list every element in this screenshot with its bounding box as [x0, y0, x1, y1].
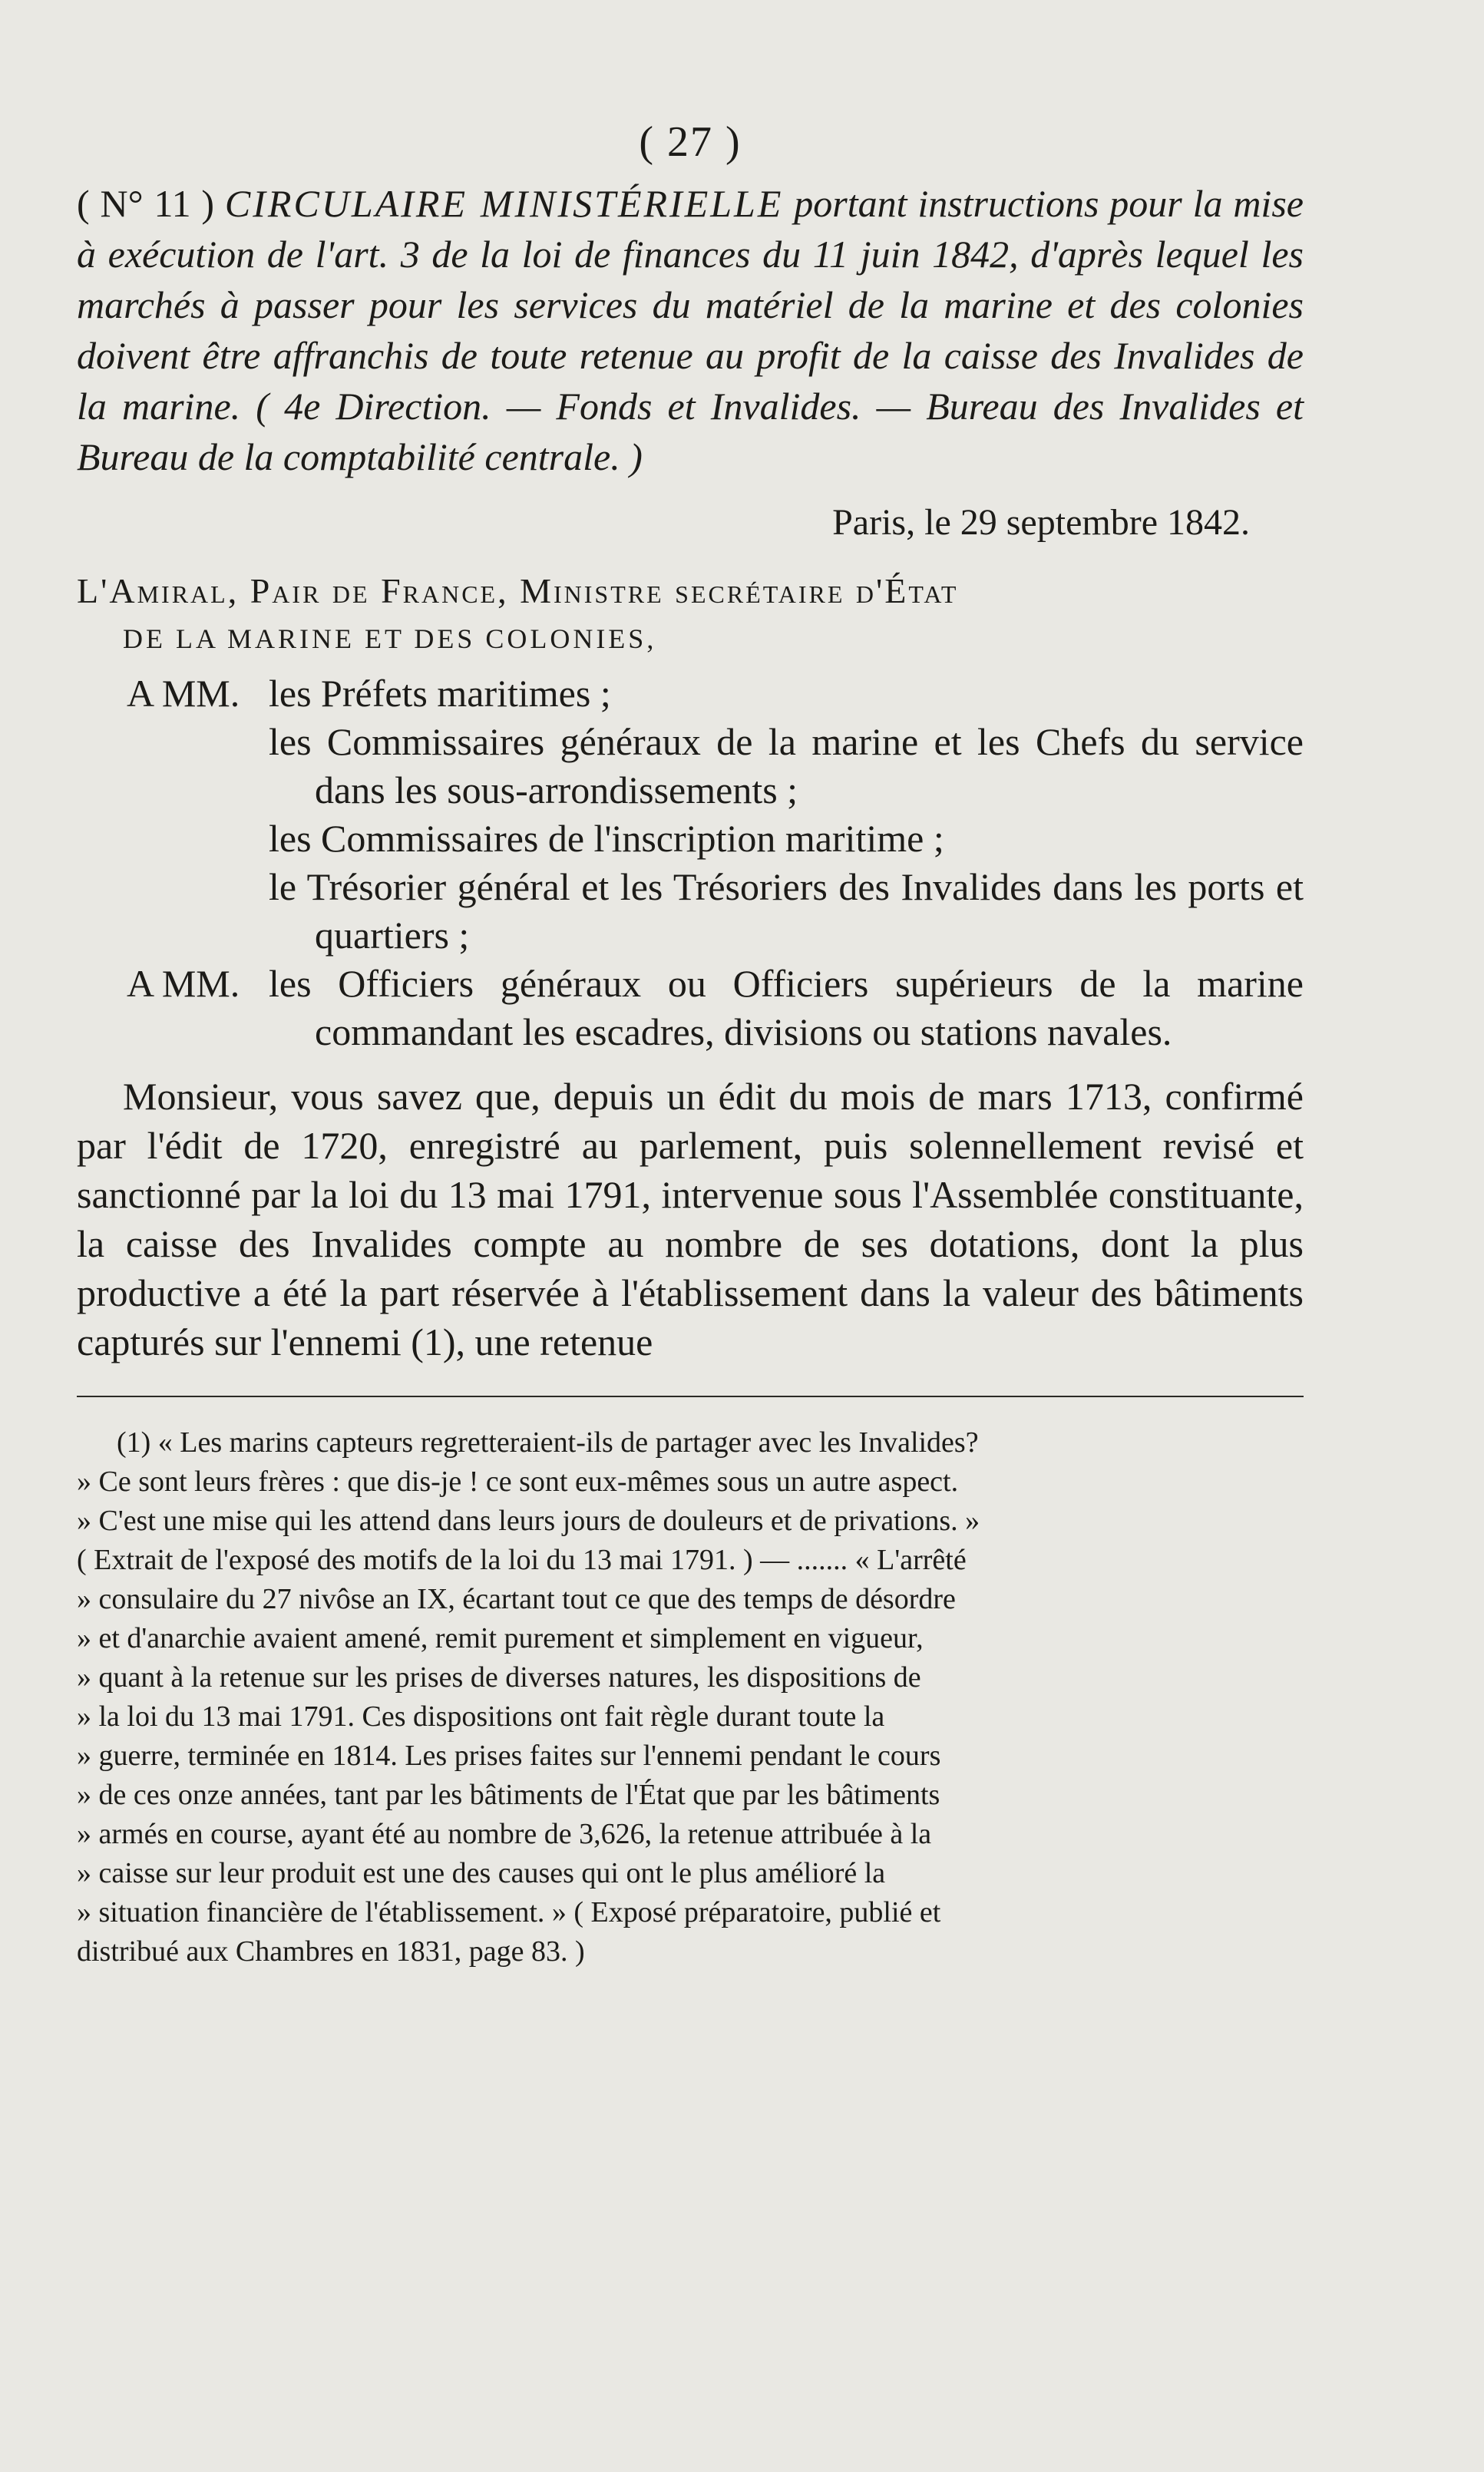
footnote-line: » armés en course, ayant été au nombre de 3,626, la retenue attribuée à la — [77, 1818, 932, 1850]
footnote-line: » de ces onze années, tant par les bâtiments de l'État que par les bâtiments — [77, 1779, 940, 1811]
addresser-line-2: DE LA MARINE ET DES COLONIES, — [123, 623, 657, 654]
body-paragraph: Monsieur, vous savez que, depuis un édit du mois de mars 1713, confirmé par l'édit de 1720, enregistré au parlement, puis solennellement revisé et sanctionné par la loi du 13 mai 1791, intervenue sous l'Assemblée constituante, la caisse des Invalides compte au nombre de ses dotations, dont la plus productive a été la part réservée à l'établissement dans la valeur des bâtiments capturés sur l'ennemi (1), une retenue — [77, 1075, 1304, 1363]
recipient-lead: A MM. — [127, 672, 240, 715]
footnote-line: » caisse sur leur produit est une des causes qui ont le plus amélioré la — [77, 1857, 886, 1889]
footnote-line: ( Extrait de l'exposé des motifs de la loi du 13 mai 1791. ) — ....... « L'arrêté — [77, 1544, 967, 1576]
footnote-line: » Ce sont leurs frères : que dis-je ! ce sont eux-mêmes sous un autre aspect. — [77, 1466, 959, 1498]
recipient-group — [77, 960, 1304, 1056]
recipient-list — [269, 669, 1304, 960]
circular-number: ( N° 11 ) — [77, 182, 215, 225]
footnote-line: » guerre, terminée en 1814. Les prises faites sur l'ennemi pendant le cours — [77, 1740, 941, 1772]
dateline: Paris, le 29 septembre 1842. — [832, 502, 1250, 543]
circular-title — [77, 178, 1304, 482]
page-number: ( 27 ) — [639, 118, 742, 166]
recipient-item: les Commissaires de l'inscription maritime ; — [269, 817, 944, 860]
footnote-line: » quant à la retenue sur les prises de diverses natures, les dispositions de — [77, 1661, 921, 1694]
circular-heading: CIRCULAIRE MINISTÉRIELLE — [224, 182, 784, 225]
addresser-line-1: L'Amiral, Pair de France, Ministre secrétaire d'État — [77, 571, 959, 610]
circular-subject: portant instructions pour la mise à exécution de l'art. 3 de la loi de finances du 11 juin 1842, d'après lequel les marchés à passer pour les services du matériel de la marine et des colonies doivent être affranchis de toute retenue au profit de la caisse des Invalides de la marine. ( 4e Direction. — Fonds et Invalides. — Bureau des Invalides et Bureau de la comptabilité centrale. ) — [77, 182, 1304, 478]
recipient-group — [77, 669, 1304, 960]
recipient-item: les Commissaires généraux de la marine et les Chefs du service dans les sous-arrondissements ; — [269, 720, 1304, 811]
footnote-line: » et d'anarchie avaient amené, remit purement et simplement en vigueur, — [77, 1622, 924, 1654]
footnote-line: » C'est une mise qui les attend dans leurs jours de douleurs et de privations. » — [77, 1505, 980, 1537]
recipient-item: les Préfets maritimes ; — [269, 672, 611, 715]
recipient-item: les Officiers généraux ou Officiers supérieurs de la marine commandant les escadres, divisions ou stations navales. — [269, 962, 1304, 1053]
footnote-line: » consulaire du 27 nivôse an IX, écartant tout ce que des temps de désordre — [77, 1583, 956, 1615]
recipient-list — [269, 960, 1304, 1056]
footnote-line: distribué aux Chambres en 1831, page 83. ) — [77, 1935, 585, 1968]
recipient-item: le Trésorier général et les Trésoriers des Invalides dans les ports et quartiers ; — [269, 865, 1304, 957]
footnote-line: (1) « Les marins capteurs regretteraient-ils de partager avec les Invalides? — [117, 1426, 979, 1459]
footnote-line: » la loi du 13 mai 1791. Ces dispositions ont fait règle durant toute la — [77, 1700, 885, 1733]
recipients-block — [77, 669, 1304, 1056]
footnote — [77, 1423, 1304, 1971]
footnote-divider — [77, 1396, 1304, 1397]
footnote-line: » situation financière de l'établissement. » ( Exposé préparatoire, publié et — [77, 1896, 941, 1928]
recipient-lead: A MM. — [127, 962, 240, 1005]
